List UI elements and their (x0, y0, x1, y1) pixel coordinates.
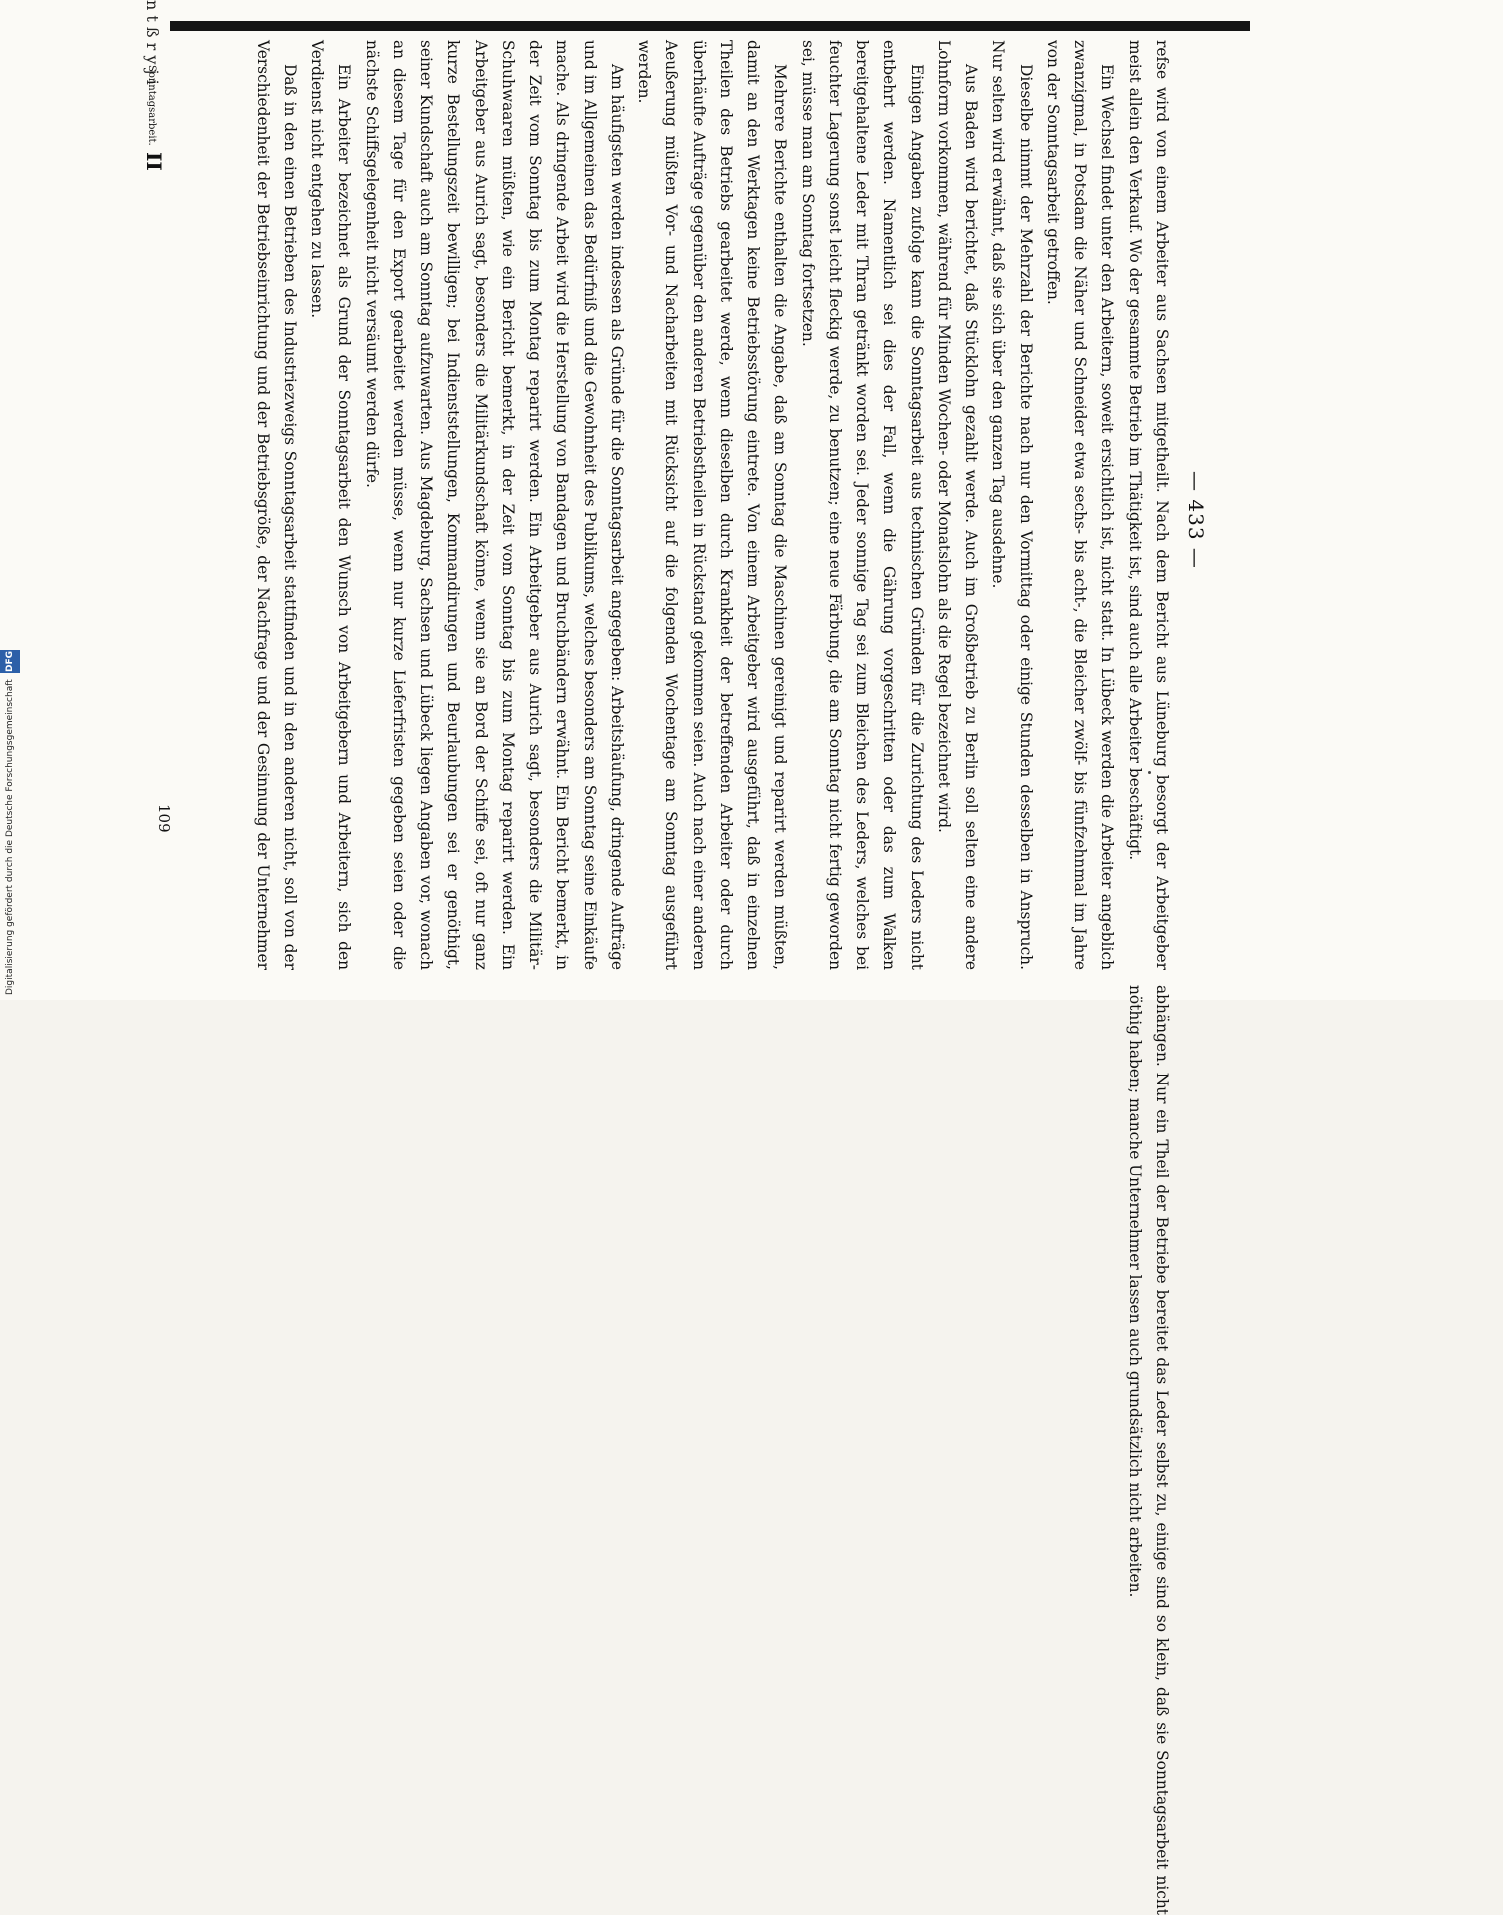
signature-number: II (142, 152, 166, 171)
rotated-page-content (135, 40, 1215, 1915)
paragraph-8: Ein Arbeiter bezeichnet als Grund der Sonntagsarbeit den Wunsch von Arbeitgebern und Arbeitern, sich den Verdienst nicht entgehen zu lassen. (308, 40, 354, 970)
document-text (215, 40, 1175, 1915)
paragraph-7: Am häufigsten werden indessen als Gründe für die Sonntagsarbeit angegeben: Arbeitshäufung, dringende Aufträge und im Allgemeinen das Bedürfniß und die Gewohnheit des Publikums, welches besonders am Sonntag seine Einkäufe mache. Als dringende Arbeit wird die Herstellung von Bandagen und Bruchbändern erwähnt. Ein Bericht bemerkt, in der Zeit vom Sonntag bis zum Montag reparirt werden. Ein Arbeitgeber aus Aurich sagt, besonders die Militär-Schuhwaaren müßten, wie ein Bericht bemerkt, in der Zeit vom Sonntag bis zum Montag reparirt werden. Ein Arbeitgeber aus Aurich sagt, besonders die Militärkundschaft könne, wenn sie an Bord der Schiffe sei, oft nur ganz kurze Bestellungszeit bewilligen; bei Indienststellungen, Kommandirungen und Beurlaubungen sei er genöthigt, seiner Kundschaft auch am Sonntag aufzuwarten. Aus Magdeburg, Sachsen und Lübeck liegen Angaben vor, wonach an diesem Tage für den Export gearbeitet werden müsse, wenn nur kurze Lieferfristen gegeben seien oder die nächste Schiffsgelegenheit nicht versäumt werden dürfe. (362, 40, 626, 970)
left-margin-fragments: n t ß r y j i (143, 0, 162, 85)
paragraph-9: Daß in den einen Betrieben des Industriezweigs Sonntagsarbeit stattfinden und in den anderen nicht, soll von der Verschiedenheit der Betriebseinrichtung und der Betriebsgröße, der Nachfrage und der Gesinnung der Unternehmer abhängen. Nur ein Theil der Betriebe bereitet das Leder selbst zu, einige sind so klein, daß sie Sonntagsarbeit nicht nöthig haben; manche Unternehmer lassen auch grundsätzlich nicht arbeiten. (253, 40, 1171, 1915)
paragraph-2: Ein Wechsel findet unter den Arbeitern, soweit ersichtlich ist, nicht statt. In Lübeck werden die Arbeiter angeblich zwanzigmal, in Potsdam die Näher und Schneider etwa sechs- bis acht-, die Bleicher zwölf- bis fünfzehnmal im Jahre von der Sonntagsarbeit getroffen. (1044, 40, 1117, 970)
bottom-page-mark: 109 (155, 804, 173, 833)
page-number-header: — 433 — (1184, 471, 1208, 569)
paragraph-6: Mehrere Berichte enthalten die Angabe, daß am Sonntag die Maschinen gereinigt und reparirt werden müßten, damit an den Werktagen keine Betriebsstörung eintrete. Von einem Arbeitgeber wird ausgeführt, daß in einzelnen Theilen des Betriebs gearbeitet werde, wenn dieselben durch Krankheit der betreffenden Arbeiter oder durch überhäufte Aufträge gegenüber den anderen Betriebstheilen in Rückstand gekommen seien. Auch nach einer anderen Aeußerung müßten Vor- und Nacharbeiten mit Rücksicht auf die folgenden Wochentage am Sonntag ausgeführt werden. (635, 40, 790, 970)
dfg-logo-icon: DFG (0, 650, 20, 673)
paragraph-3: Dieselbe nimmt der Mehrzahl der Berichte nach nur den Vormittag oder einige Stunden desselben in Anspruch. Nur selten wird erwähnt, daß sie sich über den ganzen Tag ausdehne. (989, 40, 1035, 970)
top-shadow-edge (20, 21, 1250, 31)
dfg-attribution-text: Digitalisierung gefördert durch die Deutsche Forschungsgemeinschaft (5, 679, 15, 995)
dfg-attribution (0, 605, 22, 995)
paragraph-4: Aus Baden wird berichtet, daß Stücklohn gezahlt werde. Auch im Großbetrieb zu Berlin soll selten eine andere Lohnform vorkommen, während für Minden Wochen- oder Monatslohn als die Regel bezeichnet wird. (935, 40, 981, 970)
paragraph-5: Einigen Angaben zufolge kann die Sonntagsarbeit aus technischen Gründen für die Zurichtung des Leders nicht entbehrt werden. Namentlich sei dies der Fall, wenn die Gährung vorgeschritten oder das zum Walken bereitgehaltene Leder mit Thran getränkt worden sei. Jeder sonnige Tag sei zum Bleichen des Leders, welches bei feuchter Lagerung sonst leicht fleckig werde, zu benutzen; eine neue Färbung, die am Sonntag nicht fertig geworden sei, müsse man am Sonntag fortsetzen. (798, 40, 926, 970)
paragraph-1: refse wird von einem Arbeiter aus Sachsen mitgetheilt. Nach dem Bericht aus Lüneburg besorgt der Arbeitgeber meist allein den Verkauf. Wo der gesammte Betrieb im Thätigkeit ist, sind auch alle Arbeiter beschäftigt. (1125, 40, 1171, 970)
signature-line: Sonntagsarbeit. (146, 65, 157, 146)
